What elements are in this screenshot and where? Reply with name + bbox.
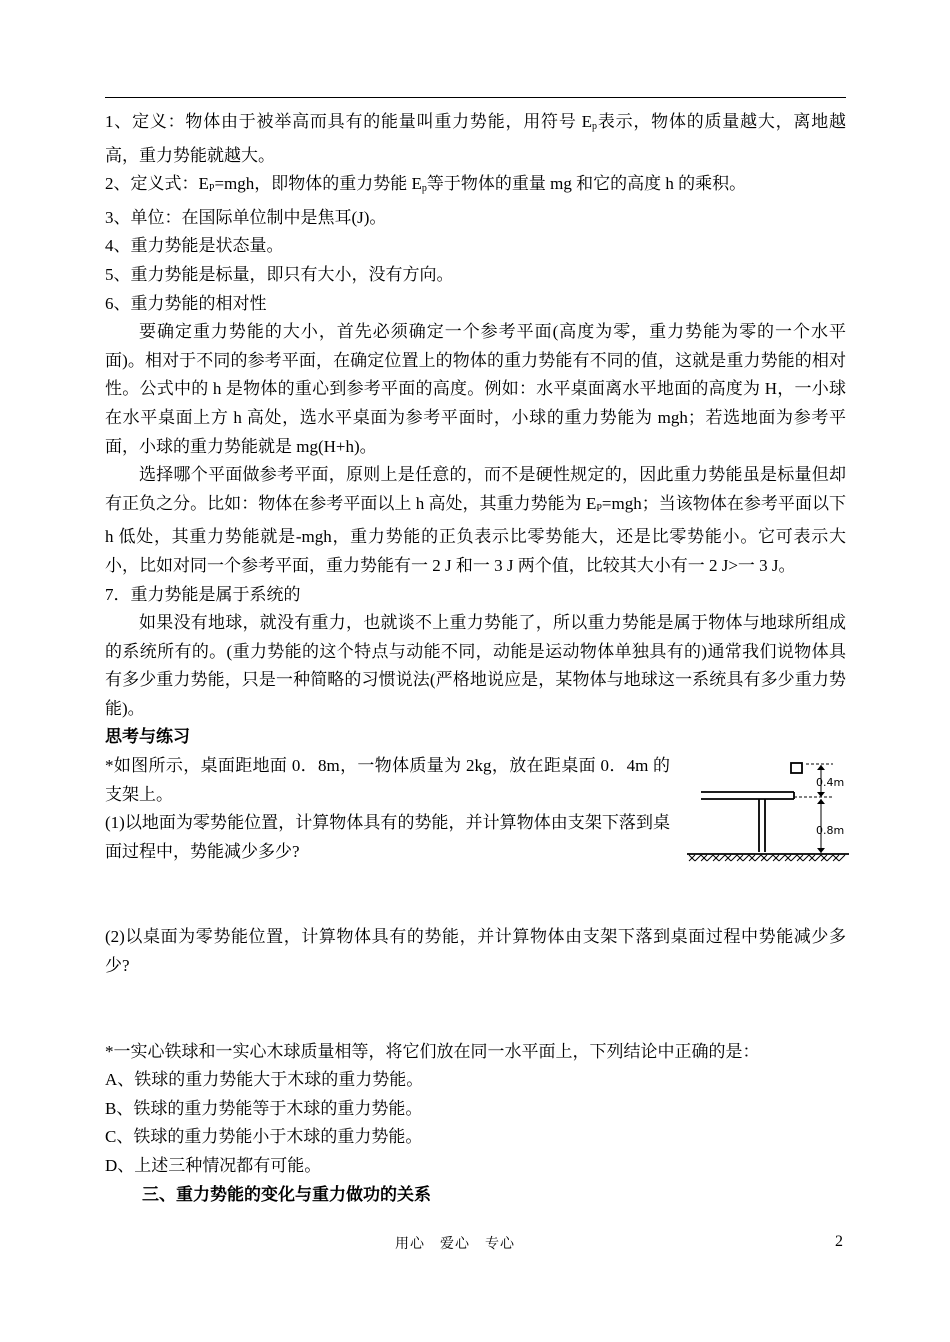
subscript: P (208, 183, 215, 195)
arrowhead (817, 848, 825, 853)
option-c: C、铁球的重力势能小于木球的重力势能。 (105, 1127, 423, 1147)
text-span: =mgh，即物体的重力势能 E (214, 174, 422, 194)
subscript: p (592, 121, 598, 132)
system-paragraph: 如果没有地球，就没有重力，也就谈不上重力势能了，所以重力势能是属于物体与地球所组成的系统所有的。(重力势能的这个特点与动能不同，动能是运动物体单独具有的)通常我们说物体具有多少重力势能，只是一种简略的习惯说法(严格地说应是，某物体与地球这一系统具有多少重力势能)。 (105, 613, 846, 718)
question-2: *一实心铁球和一实心木球质量相等，将它们放在同一水平面上，下列结论中正确的是： (105, 1041, 760, 1061)
question-1: *如图所示，桌面距地面 0．8m，一物体质量为 2kg，放在距桌面 0．4m 的支架上。 (105, 756, 670, 804)
arrowhead (817, 765, 825, 770)
sign-paragraph (105, 461, 846, 580)
relativity-heading: 6、重力势能的相对性 (105, 293, 267, 313)
header-rule (105, 97, 846, 98)
scalar-item: 5、重力势能是标量，即只有大小，没有方向。 (105, 264, 454, 284)
label-bottom: 0.8m (816, 824, 845, 838)
relativity-paragraph: 要确定重力势能的大小，首先必须确定一个参考平面(高度为零，重力势能为零的一个水平面)。相对于不同的参考平面，在确定位置上的物体的重力势能有不同的值，这就是重力势能的相对性。公式中的 h 是物体的重心到参考平面的高度。例如：水平桌面离水平地面的高度为 H，一小球在水平桌面上方 h 高处，选水平桌面为参考平面时，小球的重力势能为 mgh；若选地面为参考平面，小球的重力势能就是 mg(H+h)。 (105, 322, 846, 456)
definition-item (105, 108, 846, 170)
subscript: P (596, 502, 602, 514)
system-heading: 7．重力势能是属于系统的 (105, 584, 301, 604)
ground-hatching (689, 855, 845, 861)
option-d: D、上述三种情况都有可能。 (105, 1156, 322, 1175)
text-span: 选择哪个平面做参考平面，原则上是任意的，而不是硬性规定的，因此重力势能虽是标量但却有正负之分。比如：物体在参考平面以上 h 高处，其重力势能为 E (105, 465, 846, 513)
table-support-figure (683, 757, 853, 875)
text-span: 1、定义：物体由于被举高而具有的能量叫重力势能，用符号 E (105, 112, 593, 131)
text-span: =mgh；当该物体在参考平面以下 h 低处，其重力势能就是-mgh，重力势能的正负表示比零势能大，还是比零势能小。它可表示大小，比如对同一个参考平面，重力势能有一 2 J 和一 3 J 两个值，比较其大小有一 2 J>一 3 J。 (105, 493, 846, 575)
text-span: 等于物体的重量 mg 和它的高度 h 的乘积。 (426, 174, 747, 194)
section-title: 三、重力势能的变化与重力做功的关系 (142, 1184, 431, 1205)
page-number: 2 (835, 1233, 843, 1250)
page-content (105, 108, 846, 1209)
question-1-part-2: (2)以桌面为零势能位置，计算物体具有的势能，并计算物体由支架下落到桌面过程中势能减少多少? (105, 927, 846, 976)
exercise-block (105, 752, 846, 866)
footer-slogan: 用心 爱心 专心 (395, 1236, 515, 1252)
text-span: 表示，物体的质量越大，离地越高，重力势能就越大。 (105, 112, 846, 165)
arrowhead (817, 799, 825, 804)
unit-item: 3、单位：在国际单位制中是焦耳(J)。 (105, 207, 387, 227)
text-span: 2、定义式：E (105, 174, 209, 194)
answer-space (105, 981, 846, 1038)
exercise-text (105, 752, 670, 866)
option-b: B、铁球的重力势能等于木球的重力势能。 (105, 1098, 423, 1118)
formula-item (105, 170, 846, 204)
state-quantity-item: 4、重力势能是状态量。 (105, 236, 284, 256)
exercise-heading: 思考与练习 (105, 727, 190, 748)
subscript: p (421, 183, 427, 195)
question-1-part-1: (1)以地面为零势能位置，计算物体具有的势能，并计算物体由支架下落到桌面过程中，势能减少多少? (105, 813, 670, 861)
option-a: A、铁球的重力势能大于木球的重力势能。 (105, 1070, 424, 1090)
label-top: 0.4m (816, 776, 845, 790)
object-box (791, 763, 802, 773)
arrowhead (817, 792, 825, 797)
